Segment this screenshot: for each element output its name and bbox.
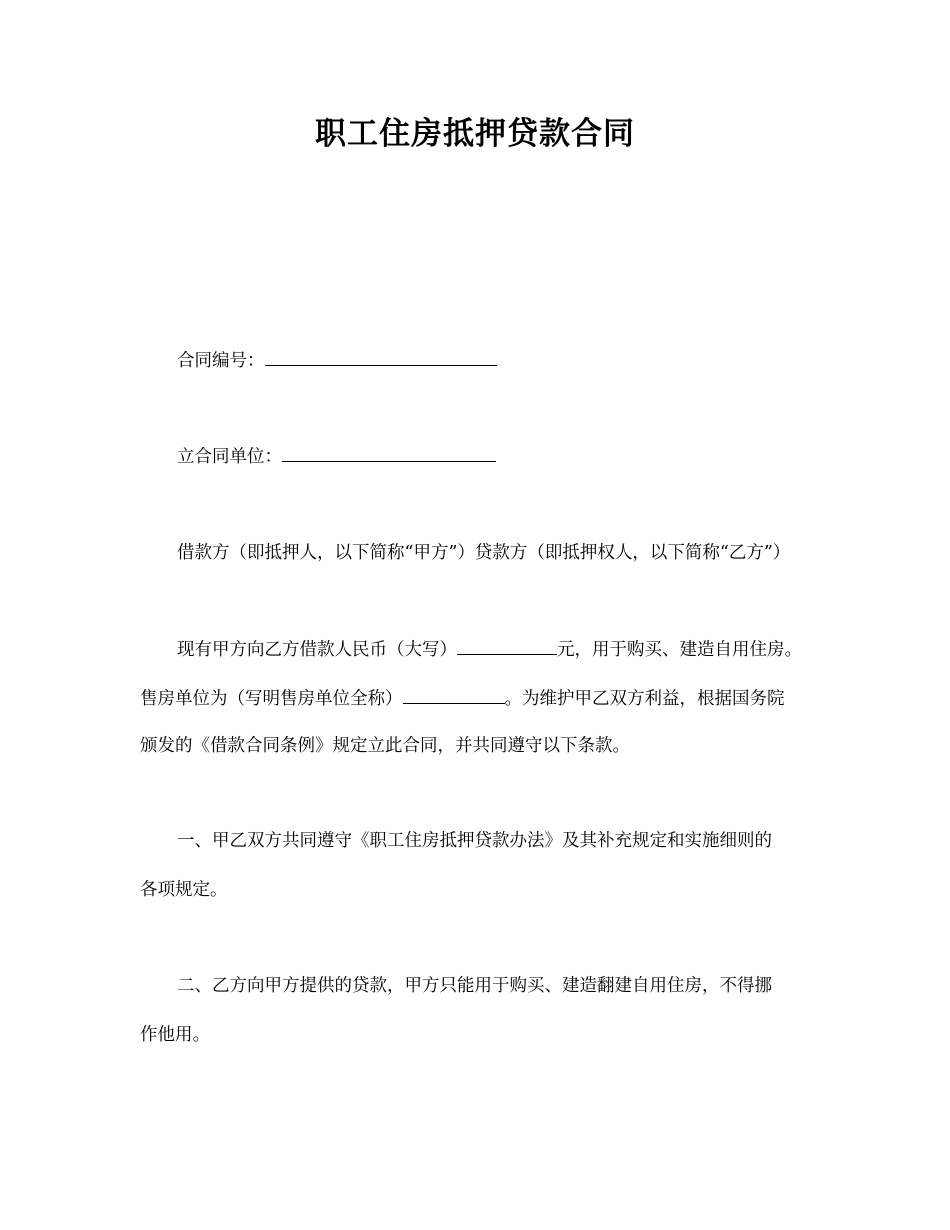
para1-line2 [140,685,812,711]
parties-line: 借款方（即抵押人，以下简称“甲方”）贷款方（即抵押权人，以下简称“乙方”） [177,543,791,563]
document-title: 职工住房抵押贷款合同 [315,116,635,152]
loan-amount-blank[interactable] [457,636,557,655]
contract-unit-line [140,443,849,469]
contract-unit-blank[interactable] [282,443,496,462]
contract-number-line [140,347,849,373]
para1-line2-text-a: 售房单位为（写明售房单位全称） [140,689,403,709]
para1-line1-text-a: 现有甲方向乙方借款人民币（大写） [177,640,457,660]
para1-line2-text-b: 。为维护甲乙双方利益，根据国务院 [504,689,785,709]
contract-unit-label: 立合同单位： [177,447,282,467]
clause1-line2: 各项规定。 [140,880,228,900]
seller-name-blank[interactable] [403,685,505,704]
contract-number-blank[interactable] [265,347,497,366]
para1-line1-text-b: 元，用于购买、建造自用住房。 [557,640,802,660]
clause2-line2: 作他用。 [140,1025,210,1045]
clause1-line1: 一、甲乙双方共同遵守《职工住房抵押贷款办法》及其补充规定和实施细则的 [177,831,772,851]
contract-number-label: 合同编号： [177,351,265,371]
clause2-line1: 二、乙方向甲方提供的贷款，甲方只能用于购买、建造翻建自用住房，不得挪 [177,976,772,996]
para1-line3: 颁发的《借款合同条例》规定立此合同，并共同遵守以下条款。 [140,736,630,756]
para1-line1 [140,636,849,662]
